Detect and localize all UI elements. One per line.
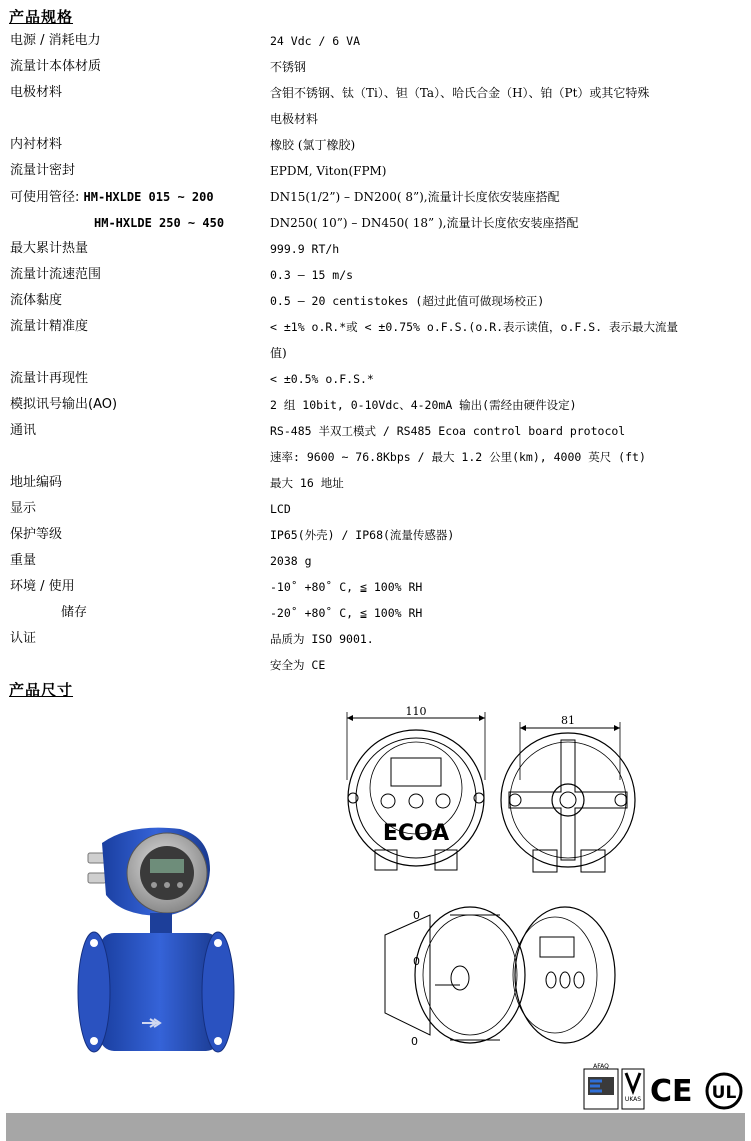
spec-label: 显示	[10, 501, 37, 516]
neck	[150, 913, 172, 935]
spec-row-display	[0, 496, 751, 522]
model-range: HM-HXLDE 015 ~ 200	[83, 190, 214, 204]
spec-value: 品质为 ISO 9001.	[270, 632, 374, 646]
spec-label: 流量计密封	[10, 163, 76, 178]
ukas-icon	[622, 1069, 644, 1109]
spec-value: < ±0.5% o.F.S.*	[270, 372, 374, 386]
spec-row-repeatability	[0, 366, 751, 392]
center-hole	[560, 792, 576, 808]
spec-label: 重量	[10, 553, 37, 568]
spec-label	[10, 184, 214, 211]
spec-value: DN15(1/2”) – DN200( 8”),流量计长度依安装座搭配	[270, 190, 560, 204]
spec-value: 0.3 – 15 m/s	[270, 268, 354, 282]
button-icon	[574, 972, 584, 988]
spec-value: 2 组 10bit, 0-10Vdc、4-20mA 输出(需经由硬件设定)	[270, 398, 577, 412]
spec-value: LCD	[270, 502, 291, 516]
spec-row-accuracy	[0, 314, 751, 340]
spec-value: 0.5 – 20 centistokes (超过此值可做现场校正)	[270, 294, 545, 308]
spec-row-comm	[0, 418, 751, 444]
spec-label-text: 可使用管径:	[10, 190, 80, 205]
model-range: HM-HXLDE 250 ~ 450	[94, 216, 225, 230]
spec-row-lining	[0, 132, 751, 158]
spec-label: 通讯	[10, 423, 37, 438]
button-icon	[177, 882, 183, 888]
spec-row-viscosity	[0, 288, 751, 314]
spec-row-electrode	[0, 80, 751, 106]
spec-label: 电源 / 消耗电力	[10, 33, 101, 48]
spec-row-max-heat	[0, 236, 751, 262]
cable-gland	[88, 873, 106, 883]
button-icon	[409, 794, 423, 808]
spec-row-certification-cont	[0, 652, 751, 678]
spec-value: 最大 16 地址	[270, 476, 344, 490]
spec-label: 环境 / 使用	[10, 579, 75, 594]
spec-value: IP65(外壳) / IP68(流量传感器)	[270, 528, 455, 542]
front-view-drawing	[335, 700, 500, 885]
button-icon	[381, 794, 395, 808]
afaq-text: AFAQ	[593, 1063, 609, 1070]
bolt-hole	[214, 939, 222, 947]
flange-left	[78, 932, 110, 1052]
spec-label: 认证	[10, 631, 37, 646]
spec-row-pipe-size	[0, 184, 751, 210]
ul-text: UL	[711, 1083, 737, 1103]
gland-outline	[435, 850, 457, 870]
dimension-section-title: 产品尺寸	[9, 681, 74, 699]
spec-value: -20˚ +80˚ C, ≦ 100% RH	[270, 606, 423, 620]
spec-row-protection	[0, 522, 751, 548]
center-hole	[451, 966, 469, 990]
spec-value: 安全为 CE	[270, 658, 326, 672]
footer-bar	[6, 1113, 745, 1141]
spec-label: 流量计精准度	[10, 319, 89, 334]
spec-value: 速率: 9600 ~ 76.8Kbps / 最大 1.2 公里(km), 4000 英尺 (ft)	[270, 450, 646, 464]
spec-value: < ±1% o.R.*或 < ±0.75% o.F.S.(o.R.表示读值，o.F.S. 表示最大流量	[270, 320, 679, 334]
center-hub	[552, 784, 584, 816]
spec-section-title: 产品规格	[9, 8, 74, 26]
ul-mark-icon	[707, 1074, 741, 1108]
flange-right	[202, 932, 234, 1052]
spec-value: 2038 g	[270, 554, 312, 568]
spec-value: -10˚ +80˚ C, ≦ 100% RH	[270, 580, 423, 594]
spec-label: 流量计再现性	[10, 371, 89, 386]
gland-outline	[375, 850, 397, 870]
mark-label: 0	[413, 909, 420, 922]
spec-label: 流体黏度	[10, 293, 63, 308]
bolt-hole	[90, 1037, 98, 1045]
spec-row-address	[0, 470, 751, 496]
spec-value: EPDM, Viton(FPM)	[270, 164, 387, 178]
spec-row-certification	[0, 626, 751, 652]
housing-front	[515, 907, 615, 1043]
flowmeter-photo	[70, 815, 245, 1060]
bolt-hole	[90, 939, 98, 947]
spec-row-accuracy-cont	[0, 340, 751, 366]
spec-value: RS-485 半双工模式 / RS485 Ecoa control board protocol	[270, 424, 626, 438]
spec-row-weight	[0, 548, 751, 574]
bolt-hole	[214, 1037, 222, 1045]
lcd-window	[391, 758, 441, 786]
spec-label	[94, 210, 224, 237]
front-width-label: 110	[405, 705, 427, 718]
spec-row-env-use	[0, 574, 751, 600]
spec-label: 内衬材料	[10, 137, 63, 152]
inner-outline	[510, 742, 626, 858]
spec-row-env-storage	[0, 600, 751, 626]
spec-value: 电极材料	[270, 112, 319, 126]
spec-row-comm-cont	[0, 444, 751, 470]
cross-rib	[509, 740, 627, 860]
button-icon	[436, 794, 450, 808]
spec-value: 不锈钢	[270, 60, 307, 74]
certification-logos	[582, 1063, 747, 1113]
lcd-window	[540, 937, 574, 957]
spec-row-power	[0, 28, 751, 54]
brand-label: ECOA	[382, 821, 450, 846]
spec-label: 保护等级	[10, 527, 63, 542]
spec-label: 储存	[61, 605, 88, 620]
screw-icon	[509, 794, 521, 806]
side-view-drawing	[495, 700, 645, 885]
housing-back	[415, 907, 525, 1043]
afaq-ecoa-icon	[584, 1063, 618, 1109]
spec-row-analog-out	[0, 392, 751, 418]
housing-back-inner	[423, 915, 517, 1035]
spec-value: 999.9 RT/h	[270, 242, 340, 256]
spec-value: DN250( 10”) – DN450( 18” ),流量计长度依安装座搭配	[270, 216, 579, 230]
spec-value: 值)	[270, 346, 287, 360]
spec-value: 含钼不锈钢、钛（Ti）、钽（Ta）、哈氏合金（H）、铂（Pt）或其它特殊	[270, 86, 650, 100]
button-icon	[546, 972, 556, 988]
iso-view-drawing	[375, 895, 620, 1055]
button-icon	[560, 972, 570, 988]
spec-label: 模拟讯号输出(AO)	[10, 397, 118, 412]
spec-row-pipe-size-2	[0, 210, 751, 236]
spec-label: 流量计流速范围	[10, 267, 102, 282]
spec-value: 橡胶 (氯丁橡胶)	[270, 138, 356, 152]
button-icon	[164, 882, 170, 888]
spec-label: 电极材料	[10, 85, 63, 100]
spec-label: 流量计本体材质	[10, 59, 102, 74]
mark-label: 0	[411, 1035, 418, 1048]
button-icon	[151, 882, 157, 888]
side-width-label: 81	[561, 714, 575, 727]
spec-row-electrode-cont	[0, 106, 751, 132]
spec-row-seal	[0, 158, 751, 184]
spec-label: 地址编码	[10, 475, 63, 490]
ukas-text: UKAS	[624, 1096, 642, 1103]
spec-value: 24 Vdc / 6 VA	[270, 34, 361, 48]
gland-outline	[581, 850, 605, 872]
spec-row-velocity	[0, 262, 751, 288]
spec-row-body-material	[0, 54, 751, 80]
mark-label: 0	[413, 955, 420, 968]
lcd-icon	[150, 859, 184, 873]
spec-label: 最大累计热量	[10, 241, 89, 256]
ce-mark-icon: CE	[650, 1074, 693, 1109]
screw-icon	[615, 794, 627, 806]
